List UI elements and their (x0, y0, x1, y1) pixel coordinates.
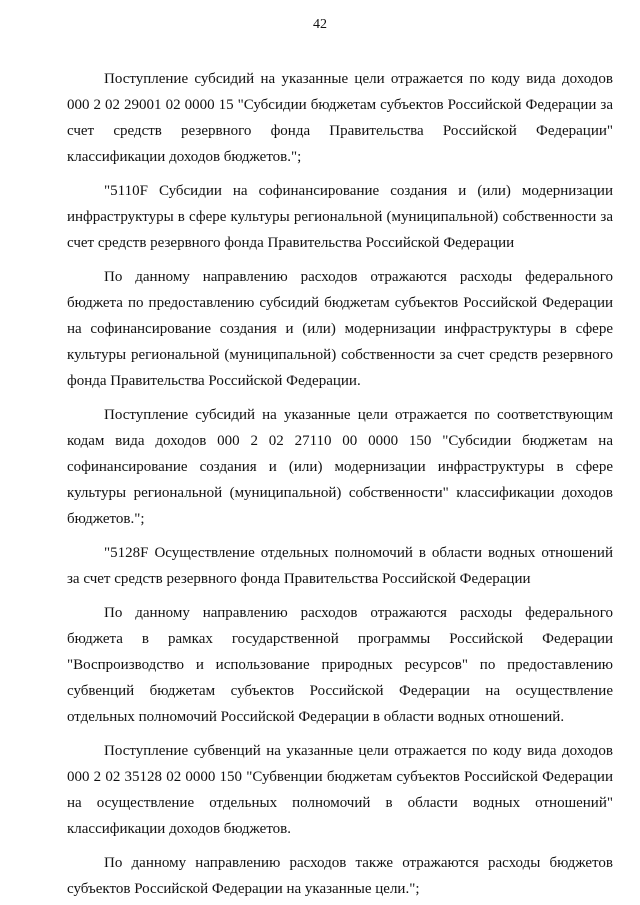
paragraph-heading-5128f: "5128F Осуществление отдельных полномочий в области водных отношений за счет средств резервного фонда Правительства Российской Федерации (67, 545, 613, 587)
document-body (67, 66, 613, 902)
paragraph-regional-budget-expenses: По данному направлению расходов также отражаются расходы бюджетов субъектов Российской Федерации на указанные цели."; (67, 855, 613, 897)
paragraph-subvention-income-35128: Поступление субвенций на указанные цели отражается по коду вида доходов 000 2 02 35128 02 0000 150 "Субвенции бюджетам субъектов Российской Федерации на осуществление отдельных полномочий в области водных отношений" классификации доходов бюджетов. (67, 743, 613, 837)
page-number: 42 (313, 17, 327, 32)
paragraph-subsidy-income-27110: Поступление субсидий на указанные цели отражается по соответствующим кодам вида доходов 000 2 02 27110 00 0000 150 "Субсидии бюджетам на софинансирование создания и (или) модернизации инфраструктуры в сфере культуры региональной (муниципальной) собственности" классификации доходов бюджетов."; (67, 407, 613, 527)
paragraph-heading-5110f: "5110F Субсидии на софинансирование создания и (или) модернизации инфраструктуры в сфере культуры региональной (муниципальной) собственности за счет средств резервного фонда Правительства Российской Федерации (67, 183, 613, 251)
paragraph-5110f-expenses: По данному направлению расходов отражаются расходы федерального бюджета по предоставлению субсидий бюджетам субъектов Российской Федерации на софинансирование создания и (или) модернизации инфраструктуры в сфере культуры региональной (муниципальной) собственности за счет средств резервного фонда Правительства Российской Федерации. (67, 269, 613, 389)
paragraph-5128f-expenses: По данному направлению расходов отражаются расходы федерального бюджета в рамках государственной программы Российской Федерации "Воспроизводство и использование природных ресурсов" по предоставлению субвенций бюджетам субъектов Российской Федерации на осуществление отдельных полномочий Российской Федерации в области водных отношений. (67, 605, 613, 725)
paragraph-subsidy-income-29001: Поступление субсидий на указанные цели отражается по коду вида доходов 000 2 02 29001 02 0000 15 "Субсидии бюджетам субъектов Российской Федерации за счет средств резервного фонда Правительства Российской Федерации" классификации доходов бюджетов."; (67, 71, 613, 165)
